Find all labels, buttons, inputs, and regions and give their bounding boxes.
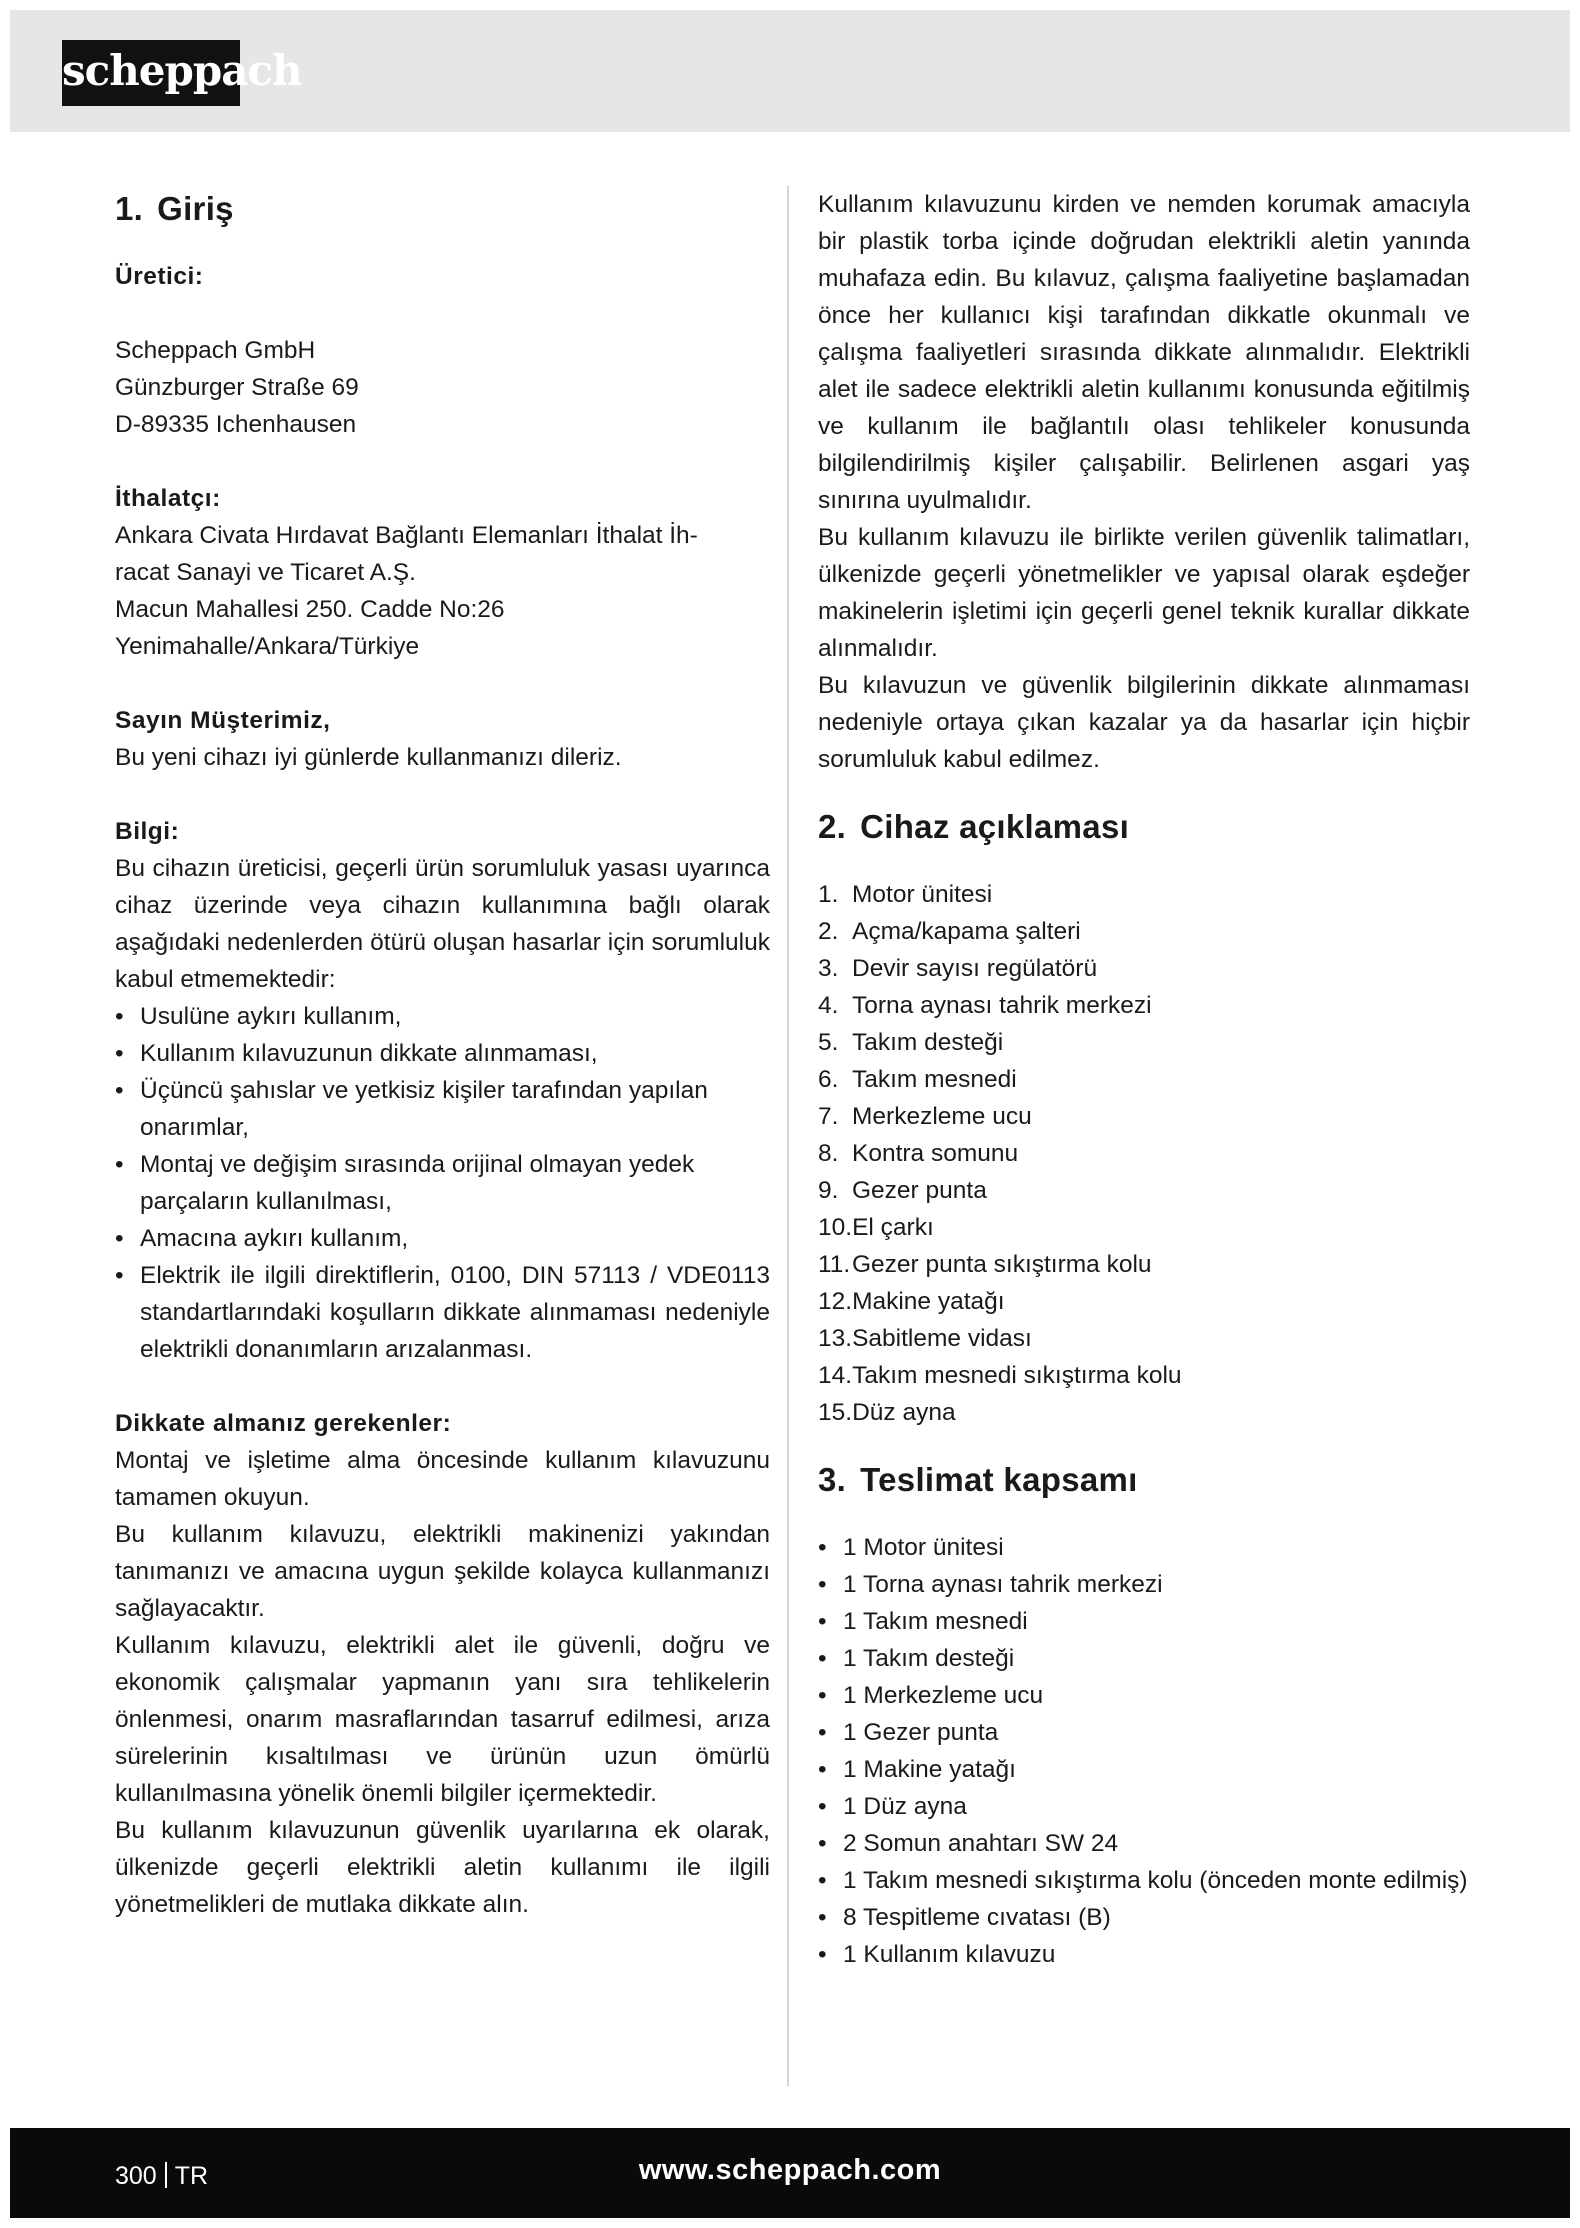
list-item: 7. Merkezleme ucu	[818, 1103, 1032, 1130]
list-item: • 1 Takım mesnedi	[818, 1603, 1470, 1640]
list-item: • 1 Gezer punta	[818, 1714, 1470, 1751]
importer-line: racat Sanayi ve Ticaret A.Ş.	[115, 559, 416, 586]
info-text: Bu cihazın üreticisi, geçerli ürün sorumluluk yasası uyarınca cihaz üzerinde veya cihazın kullanımına bağlı olarak aşağıdaki nedenlerden ötürü oluşan hasarlar için sorumluluk kabul etmemektedir:	[115, 855, 770, 993]
list-item: 5. Takım desteği	[818, 1029, 1004, 1056]
list-item: 1. Motor ünitesi	[818, 881, 993, 908]
list-item: 10.El çarkı	[818, 1214, 934, 1241]
list-item: 12.Makine yatağı	[818, 1288, 1005, 1315]
list-item: 15.Düz ayna	[818, 1399, 956, 1426]
intro-paragraph: Kullanım kılavuzunu kirden ve nemden korumak amacıyla bir plastik torba içinde doğrudan elektrikli aletin yanında muhafaza edin. Bu kılavuz, çalışma faaliyetine başlamadan önce her kullanıcı kişi tarafından dikkatle okunmalı ve çalışma faaliyetleri sırasında dikkate alınmalıdır. Elektrikli alet ile sadece elektrikli aletin kullanımı konusunda eğitilmiş ve kullanım ile bağlantılı olası tehlikeler konusunda bilgilendirilmiş kişiler çalışabilir. Belirlenen asgari yaş sınırına uyulmalıdır.	[818, 191, 1470, 514]
list-item: 2. Açma/kapama şalteri	[818, 918, 1081, 945]
importer-label: İthalatçı:	[115, 485, 221, 512]
list-item: 8. Kontra somunu	[818, 1140, 1019, 1167]
list-item: • 1 Merkezleme ucu	[818, 1677, 1470, 1714]
list-item: 6. Takım mesnedi	[818, 1066, 1017, 1093]
column-divider	[787, 186, 789, 2086]
list-item: • 1 Düz ayna	[818, 1788, 1470, 1825]
list-item: • 1 Takım mesnedi sıkıştırma kolu (önceden monte edilmiş)	[818, 1862, 1470, 1899]
attention-label: Dikkate almanız gerekenler:	[115, 1410, 452, 1437]
list-item: 11.Gezer punta sıkıştırma kolu	[818, 1251, 1152, 1278]
customer-text: Bu yeni cihazı iyi günlerde kullanmanızı dileriz.	[115, 744, 622, 771]
customer-label: Sayın Müşterimiz,	[115, 707, 331, 734]
list-item: • 1 Makine yatağı	[818, 1751, 1470, 1788]
list-item: • Kullanım kılavuzunun dikkate alınmaması,	[115, 1035, 770, 1072]
importer-line: Yenimahalle/Ankara/Türkiye	[115, 633, 420, 660]
list-item: • 1 Takım desteği	[818, 1640, 1470, 1677]
manufacturer-label: Üretici:	[115, 263, 204, 290]
section-1-heading: 1. Giriş	[115, 190, 234, 227]
list-item: • Montaj ve değişim sırasında orijinal olmayan yedek parçaların kullanılması,	[115, 1146, 770, 1220]
info-label: Bilgi:	[115, 818, 180, 845]
list-item: 3. Devir sayısı regülatörü	[818, 955, 1098, 982]
list-item: 9. Gezer punta	[818, 1177, 987, 1204]
footer-band	[10, 2128, 1570, 2218]
brand-logo: scheppach	[62, 40, 240, 106]
attention-paragraph: Bu kullanım kılavuzu, elektrikli makinenizi yakından tanımanızı ve amacına uygun şekilde kolayca kullanmanızı sağlayacaktır.	[115, 1521, 770, 1622]
attention-paragraph: Kullanım kılavuzu, elektrikli alet ile güvenli, doğru ve ekonomik çalışmalar yapmanın yanı sıra tehlikelerin önlenmesi, onarım masraflarından tasarruf edilmesi, arıza sürelerinin kısaltılması ve ürünün uzun ömürlü kullanılmasına yönelik önemli bilgiler içermektedir.	[115, 1632, 770, 1807]
list-item: • 1 Motor ünitesi	[818, 1529, 1470, 1566]
delivery-list	[818, 1529, 1470, 1973]
list-item: • 8 Tespitleme cıvatası (B)	[818, 1899, 1470, 1936]
page-number: 300 TR	[115, 2162, 209, 2190]
left-column	[115, 186, 770, 1923]
list-item: • 1 Torna aynası tahrik merkezi	[818, 1566, 1470, 1603]
attention-paragraph: Bu kullanım kılavuzunun güvenlik uyarılarına ek olarak, ülkenizde geçerli elektrikli aletin kullanımı ile ilgili yönetmelikleri de mutlaka dikkate alın.	[115, 1817, 770, 1918]
website-link[interactable]: www.scheppach.com	[638, 2154, 942, 2186]
list-item: 13.Sabitleme vidası	[818, 1325, 1032, 1352]
list-item: • Amacına aykırı kullanım,	[115, 1220, 770, 1257]
attention-paragraph: Montaj ve işletime alma öncesinde kullanım kılavuzunu tamamen okuyun.	[115, 1447, 770, 1511]
manufacturer-line: Scheppach GmbH	[115, 337, 316, 364]
intro-paragraph: Bu kullanım kılavuzu ile birlikte verilen güvenlik talimatları, ülkenizde geçerli yönetmelikler ve yapısal olarak eşdeğer makinelerin işletimi için geçerli genel teknik kurallar dikkate alınmalıdır.	[818, 524, 1470, 662]
section-2-heading: 2. Cihaz açıklaması	[818, 808, 1130, 845]
list-item: • Elektrik ile ilgili direktiflerin, 0100, DIN 57113 / VDE0113 standartlarındaki koşulların dikkate alınmaması nedeniyle elektrikli donanımların arızalanması.	[115, 1257, 770, 1368]
list-item: 4. Torna aynası tahrik merkezi	[818, 992, 1152, 1019]
list-item: • 2 Somun anahtarı SW 24	[818, 1825, 1470, 1862]
manufacturer-line: D-89335 Ichenhausen	[115, 411, 357, 438]
importer-line: Macun Mahallesi 250. Cadde No:26	[115, 596, 505, 623]
list-item: 14.Takım mesnedi sıkıştırma kolu	[818, 1362, 1182, 1389]
importer-line: Ankara Civata Hırdavat Bağlantı Elemanları İthalat İh-	[115, 522, 698, 549]
list-item: • Usulüne aykırı kullanım,	[115, 998, 770, 1035]
manufacturer-line: Günzburger Straße 69	[115, 374, 359, 401]
list-item: • Üçüncü şahıslar ve yetkisiz kişiler tarafından yapılan onarımlar,	[115, 1072, 770, 1146]
info-bullet-list	[115, 998, 770, 1368]
section-3-heading: 3. Teslimat kapsamı	[818, 1461, 1138, 1498]
list-item: • 1 Kullanım kılavuzu	[818, 1936, 1470, 1973]
intro-paragraph: Bu kılavuzun ve güvenlik bilgilerinin dikkate alınmaması nedeniyle ortaya çıkan kazalar ya da hasarlar için hiçbir sorumluluk kabul edilmez.	[818, 672, 1470, 773]
device-parts-list	[818, 876, 1470, 1431]
right-column	[818, 186, 1470, 1973]
